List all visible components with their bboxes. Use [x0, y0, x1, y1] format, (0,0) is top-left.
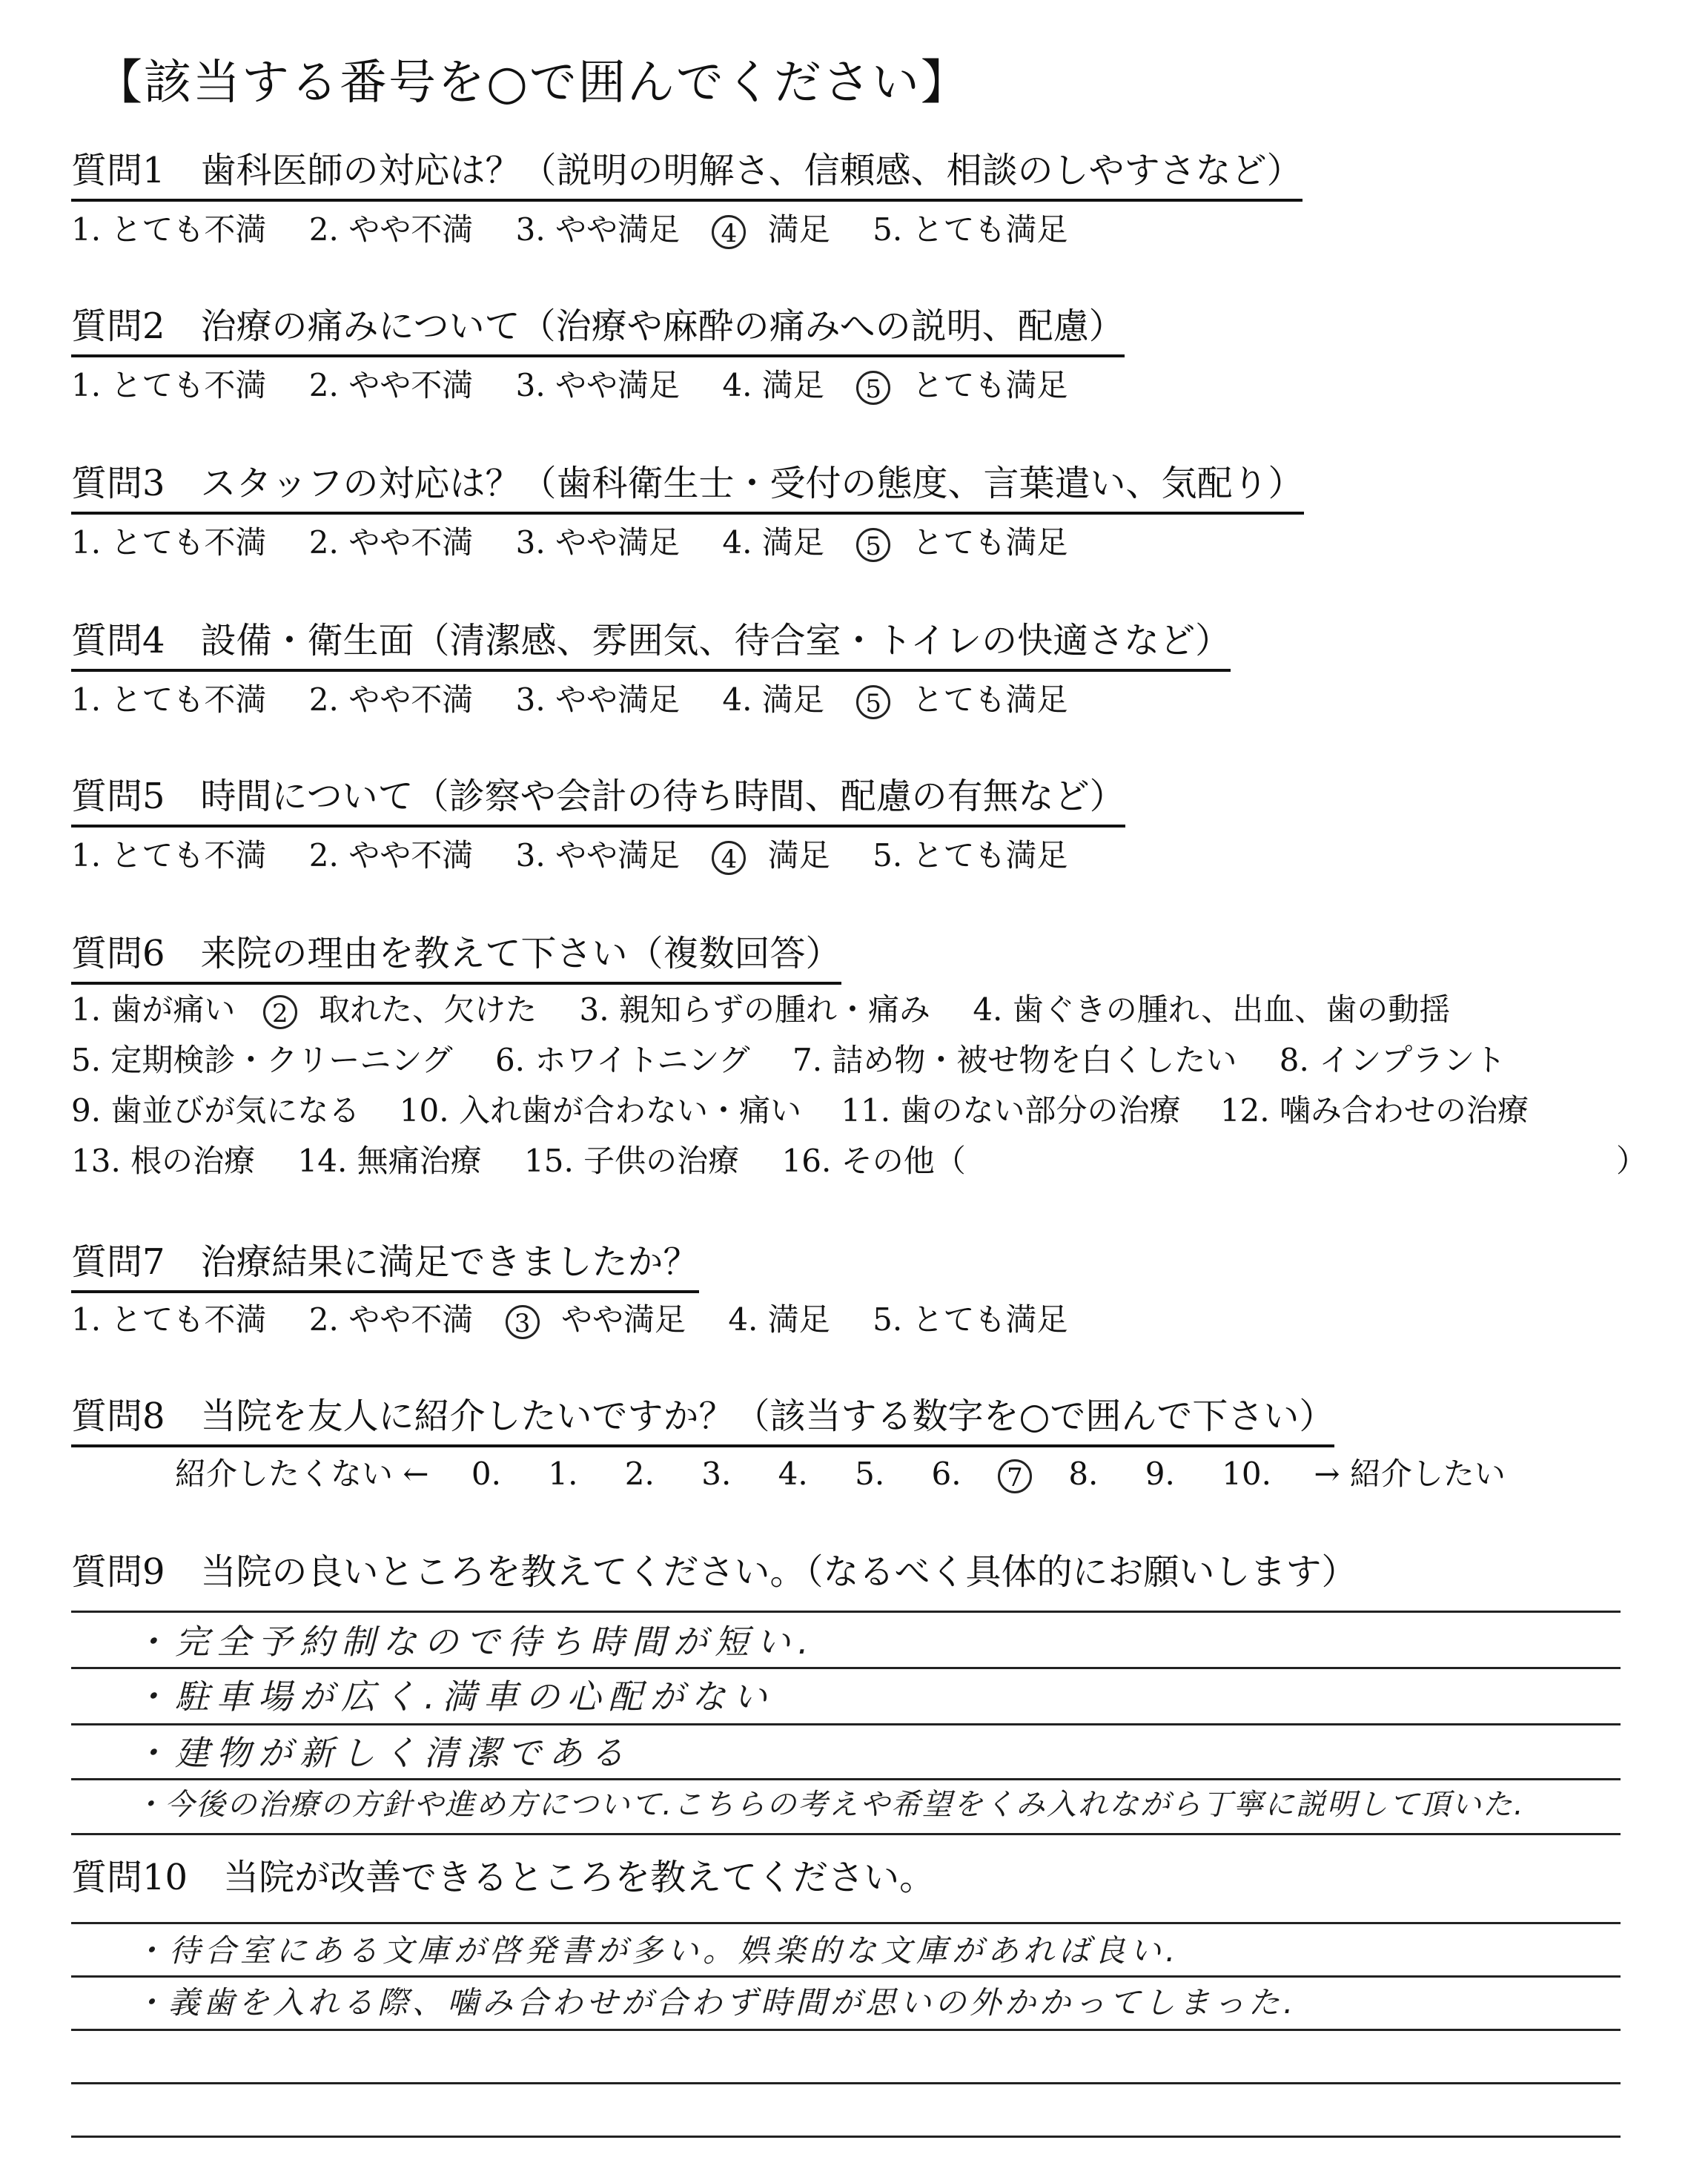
q7-option-4[interactable]: 4. 満足: [728, 1301, 830, 1338]
q1-option-4-label: 満足: [767, 211, 830, 248]
question-3-options: [71, 522, 1068, 564]
q8-score-4[interactable]: 4.: [778, 1456, 808, 1492]
q7-option-5[interactable]: 5. とても満足: [873, 1301, 1068, 1338]
q6-option-3[interactable]: 3. 親知らずの腫れ・痛み: [579, 991, 930, 1028]
q5-option-4-label: 満足: [767, 837, 830, 873]
q6-option-11[interactable]: 11. 歯のない部分の治療: [841, 1092, 1181, 1129]
q4-option-4[interactable]: 4. 満足: [722, 681, 824, 718]
q1-option-3[interactable]: 3. やや満足: [515, 211, 681, 248]
q8-score-9[interactable]: 9.: [1145, 1456, 1175, 1492]
question-9-title: 質問9 当院の良いところを教えてください。（なるべく具体的にお願いします）: [71, 1551, 1357, 1593]
q8-score-0[interactable]: 0.: [471, 1456, 501, 1492]
q2-option-5-circled[interactable]: 5: [856, 371, 890, 405]
q10-answer-2: ・義歯を入れる際、噛み合わせが合わず時間が思いの外かかってしまった.: [133, 1984, 1297, 2021]
q3-option-5-label: とても満足: [912, 524, 1068, 561]
q5-option-3[interactable]: 3. やや満足: [515, 837, 681, 873]
q1-option-1[interactable]: 1. とても不満: [71, 211, 267, 248]
q9-rule-4: [71, 1778, 1621, 1780]
q2-option-4[interactable]: 4. 満足: [722, 367, 824, 403]
q7-option-1[interactable]: 1. とても不満: [71, 1301, 267, 1338]
question-3-title: 質問3 スタッフの対応は？（歯科衛生士・受付の態度、言葉遣い、気配り）: [71, 461, 1304, 515]
q3-option-5-circled[interactable]: 5: [856, 528, 890, 562]
q1-option-2[interactable]: 2. やや不満: [308, 211, 474, 248]
q7-option-2[interactable]: 2. やや不満: [308, 1301, 474, 1338]
question-6-title: 質問6 来院の理由を教えて下さい（複数回答）: [71, 931, 841, 985]
q6-option-12[interactable]: 12. 噛み合わせの治療: [1219, 1092, 1529, 1129]
q6-option-13[interactable]: 13. 根の治療: [71, 1143, 256, 1179]
q9-rule-3: [71, 1723, 1621, 1725]
question-5-title: 質問5 時間について（診察や会計の待ち時間、配慮の有無など）: [71, 774, 1125, 828]
question-2-title: 質問2 治療の痛みについて（治療や麻酔の痛みへの説明、配慮）: [71, 304, 1125, 357]
question-7-options: [71, 1299, 1068, 1341]
q2-option-3[interactable]: 3. やや満足: [515, 367, 681, 403]
q5-option-5[interactable]: 5. とても満足: [873, 837, 1068, 873]
question-6-row-2: [71, 1040, 1506, 1081]
q5-option-2[interactable]: 2. やや不満: [308, 837, 474, 873]
q10-rule-5: [71, 2136, 1621, 2138]
question-7-title: 質問7 治療結果に満足できましたか？: [71, 1240, 699, 1293]
q10-rule-4: [71, 2082, 1621, 2084]
q5-option-1[interactable]: 1. とても不満: [71, 837, 267, 873]
q10-rule-1: [71, 1922, 1621, 1924]
q2-option-5-label: とても満足: [912, 367, 1068, 403]
q8-score-1[interactable]: 1.: [548, 1456, 578, 1492]
q6-other-close-paren: ）: [1616, 1143, 1648, 1179]
q6-option-14[interactable]: 14. 無痛治療: [297, 1143, 482, 1179]
q10-rule-2: [71, 1975, 1621, 1978]
q4-option-2[interactable]: 2. やや不満: [308, 681, 474, 718]
question-1-title: 質問1 歯科医師の対応は？（説明の明解さ、信頼感、相談のしやすさなど）: [71, 148, 1302, 202]
q9-rule-5: [71, 1833, 1621, 1835]
question-1-options: [71, 209, 1068, 251]
question-8-scale: [175, 1453, 1506, 1495]
q8-score-8[interactable]: 8.: [1068, 1456, 1099, 1492]
q6-option-1[interactable]: 1. 歯が痛い: [71, 991, 236, 1028]
q3-option-3[interactable]: 3. やや満足: [515, 524, 681, 561]
question-8-title: 質問8 当院を友人に紹介したいですか？（該当する数字を○で囲んで下さい）: [71, 1394, 1334, 1447]
q8-score-2[interactable]: 2.: [624, 1456, 655, 1492]
q6-option-8[interactable]: 8. インプラント: [1279, 1042, 1506, 1078]
q6-option-4[interactable]: 4. 歯ぐきの腫れ、出血、歯の動揺: [973, 991, 1451, 1028]
q1-option-5[interactable]: 5. とても満足: [873, 211, 1068, 248]
q6-option-5[interactable]: 5. 定期検診・クリーニング: [71, 1042, 453, 1078]
q9-rule-1: [71, 1611, 1621, 1613]
q9-answer-3: ・建物が新しく清潔である: [133, 1733, 632, 1773]
q7-option-3-circled[interactable]: 3: [506, 1305, 540, 1339]
question-2-options: [71, 365, 1068, 406]
q10-rule-3: [71, 2029, 1621, 2031]
question-5-options: [71, 835, 1068, 876]
page-title: 【該当する番号を○で囲んでください】: [95, 56, 970, 110]
q2-option-1[interactable]: 1. とても不満: [71, 367, 267, 403]
q6-option-7[interactable]: 7. 詰め物・被せ物を白くしたい: [792, 1042, 1237, 1078]
q6-option-9[interactable]: 9. 歯並びが気になる: [71, 1092, 360, 1129]
q8-score-5[interactable]: 5.: [855, 1456, 885, 1492]
q4-option-1[interactable]: 1. とても不満: [71, 681, 267, 718]
q6-option-15[interactable]: 15. 子供の治療: [524, 1143, 740, 1179]
q9-answer-2: ・駐車場が広く.満車の心配がない: [133, 1677, 775, 1717]
question-6-row-3: [71, 1090, 1529, 1132]
q1-option-4-circled[interactable]: 4: [712, 215, 746, 249]
q9-rule-2: [71, 1667, 1621, 1669]
question-10-title: 質問10 当院が改善できるところを教えてください。: [71, 1857, 936, 1898]
q8-score-7-circled[interactable]: 7: [998, 1459, 1032, 1493]
question-4-title: 質問4 設備・衛生面（清潔感、雰囲気、待合室・トイレの快適さなど）: [71, 618, 1231, 672]
q3-option-1[interactable]: 1. とても不満: [71, 524, 267, 561]
q4-option-5-label: とても満足: [912, 681, 1068, 718]
q6-option-2-circled[interactable]: 2: [263, 995, 297, 1029]
q3-option-2[interactable]: 2. やや不満: [308, 524, 474, 561]
q6-option-6[interactable]: 6. ホワイトニング: [494, 1042, 750, 1078]
q4-option-5-circled[interactable]: 5: [856, 685, 890, 719]
q8-score-10[interactable]: 10.: [1222, 1456, 1271, 1492]
q10-answer-1: ・待合室にある文庫が啓発書が多い。娯楽的な文庫があれば良い.: [133, 1932, 1180, 1969]
q9-answer-1: ・完全予約制なので待ち時間が短い.: [133, 1622, 816, 1662]
q3-option-4[interactable]: 4. 満足: [722, 524, 824, 561]
q5-option-4-circled[interactable]: 4: [712, 841, 746, 875]
q8-left-label: 紹介したくない ←: [175, 1456, 429, 1492]
q8-score-3[interactable]: 3.: [701, 1456, 732, 1492]
q8-score-6[interactable]: 6.: [931, 1456, 961, 1492]
question-6-row-1: [71, 989, 1450, 1031]
q6-option-16[interactable]: 16. その他（: [781, 1143, 966, 1179]
q6-option-2-label: 取れた、欠けた: [319, 991, 537, 1028]
question-4-options: [71, 679, 1068, 721]
q6-option-10[interactable]: 10. 入れ歯が合わない・痛い: [399, 1092, 801, 1129]
q9-answer-4: ・今後の治療の方針や進め方について.こちらの考えや希望をくみ入れながら丁寧に説明して頂いた.: [133, 1788, 1525, 1822]
q8-right-label: → 紹介したい: [1314, 1456, 1506, 1492]
q2-option-2[interactable]: 2. やや不満: [308, 367, 474, 403]
question-6-row-4: [71, 1140, 966, 1182]
q4-option-3[interactable]: 3. やや満足: [515, 681, 681, 718]
q7-option-3-label: やや満足: [560, 1301, 686, 1338]
